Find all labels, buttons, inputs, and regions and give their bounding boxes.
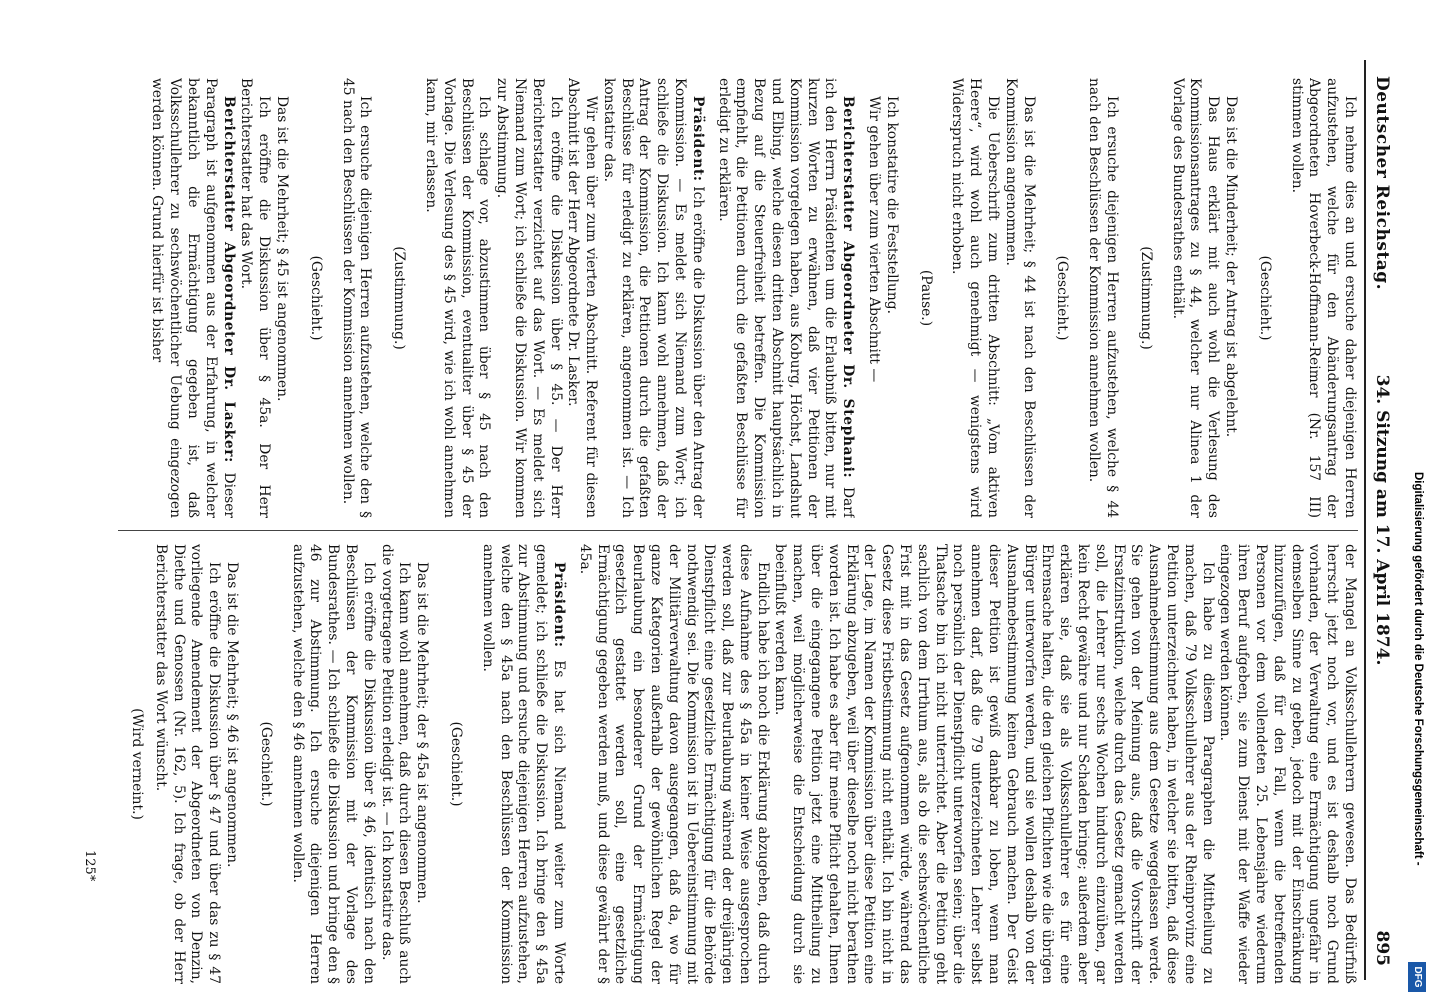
paragraph: Ich habe zu diesem Paragraphen die Mittheilung zu machen, daß 79 Volksschullehrer aus der Rheinprovinz eine Petition unterzeichnet haben, in welcher sie bitten, daß diese Ausnahmebestimmung aus dem Gesetze weggelassen werde. Sie gehen von der Meinung aus, daß die Vorschrift der Ersatzinstruktion, welche durch das Gesetz gemacht werden soll, die Lehrer nur sechs Wochen hindurch einzuüben, gar kein Recht gewähre und nur Schaden bringe; außerdem aber erklären sie, daß sie als Volksschullehrer es für eine Ehrensache halten, die den gleichen Pflichten wie die übrigen Bürger unterworfen werden, und sie wollen deshalb von der Ausnahmebestimmung keinen Gebrauch machen. Der Geist dieser Petition ist gewiß dankbar zu loben, wenn man annehmen darf, daß die 79 unterzeichneten Lehrer selbst noch persönlich der Dienstpflicht unterworfen seien; über die Thatsache bin ich nicht unterrichtet. Aber die Petition geht sachlich von dem Irrthum aus, als ob die sechswöchentliche Frist mit in das Gesetz aufgenommen würde, während das Gesetz diese Fristbestimmung nicht enthält. Ich bin nicht in der Lage, im Namen der Kommission über diese Petition eine Erklärung abzugeben, weil über dieselbe noch nicht berathen worden ist. Ich habe es aber für meine Pflicht gehalten, Ihnen über die eingegangene Petition jetzt eine Mittheilung zu machen, weil möglicherweise die Entscheidung durch sie beeinflußt werden kann.: [772, 544, 1216, 984]
page: [0, 20, 1432, 984]
paragraph: Ich eröffne die Diskussion über § 45. — Der Herr Berichterstatter verzichtet auf das Wort. — Es meldet sich Niemand zum Wort; ich schließe die Diskussion. Wir kommen zur Abstimmung.: [494, 78, 564, 518]
speech-paragraph: [599, 78, 706, 518]
paragraph: Das ist die Mehrheit; § 44 ist nach den Beschlüssen der Kommission angenommen.: [1002, 78, 1037, 518]
speech-text: Es hat sich Niemand weiter zum Worte gemeldet; ich schließe die Diskussion. Ich bringe den § 45a zur Abstimmung und ersuche diejenigen Herren aufzustehen, welche den § 45a nach den Beschlüssen der Kommission annehmen wollen.: [479, 544, 567, 984]
paragraph: Ich kann wohl annehmen, daß durch diesen Beschluß auch die vorgetragene Petition erledigt ist. — Ich konstatire das.: [378, 544, 413, 984]
speech-paragraph: [714, 78, 856, 518]
speech-paragraph: [148, 78, 237, 518]
stage-direction: (Zustimmung.): [1137, 246, 1154, 350]
right-column: [108, 544, 1358, 984]
signature-mark: 125*: [82, 850, 97, 882]
speech-text: Dieser Paragraph ist aufgenommen aus der Erfahrung, in welcher bekanntlich die Ermächtigung gegeben ist, daß Volksschullehrer zu sechswöchentlicher Uebung eingezogen werden können. Grund hierfür ist bisher: [149, 78, 237, 518]
paragraph: Ich konstatire die Feststellung.: [883, 96, 900, 314]
speaker-label: Berichterstatter Abgeordneter Dr. Lasker:: [220, 96, 237, 463]
stage-direction: (Geschieht.): [1256, 255, 1273, 341]
journal-title: Deutscher Reichstag.: [1372, 76, 1392, 291]
paragraph: Ich nehme dies an und ersuche daher diejenigen Herren aufzustehen, welche für den Abänderungsantrag der Abgeordneten Hoverbeck-Hoffmann-Reimer (Nr. 157 III) stimmen wollen.: [1288, 78, 1358, 518]
digitization-stamp: [1402, 2, 1430, 1002]
paragraph: Ich eröffne die Diskussion über § 46, identisch nach den Beschlüssen der Kommission mit der Vorlage des Bundesrathes. — Ich schließe die Diskussion und bringe den § 46 zur Abstimmung. Ich ersuche diejenigen Herren aufzustehen, welche den § 46 annehmen wollen.: [289, 544, 377, 984]
paragraph: Ich schlage vor, abzustimmen über § 45 nach den Beschlüssen der Kommission, eventualiter über § 45 der Vorlage. Die Verlesung des § 45 wird, wie ich wohl annehmen kann, mir erlassen.: [422, 78, 493, 518]
paragraph: Das ist die Mehrheit; § 45 ist angenommen.: [273, 96, 290, 402]
paragraph: Ich ersuche diejenigen Herren aufzustehen, welche § 44 nach den Beschlüssen der Kommission annehmen wollen.: [1086, 78, 1121, 518]
stage-direction: (Geschieht.): [257, 721, 274, 807]
speaker-label: Berichterstatter Abgeordneter Dr. Stephani:: [840, 96, 857, 479]
speaker-label: Präsident:: [689, 96, 706, 182]
stage-direction: (Wird verneint.): [129, 708, 145, 820]
paragraph: Das ist die Minderheit; der Antrag ist abgelehnt.: [1223, 96, 1240, 438]
stage-direction: (Geschieht.): [307, 255, 324, 341]
speech-text: Ich eröffne die Diskussion über den Antrag der Kommission. — Es meldet sich Niemand zum Wort; ich schließe die Diskussion. Ich kann wohl annehmen, daß der Antrag der Kommission, die Petitionen durch die gefaßten Beschlüsse für erledigt zu erklären, angenommen ist. — Ich konstatire das.: [600, 78, 706, 518]
paragraph: Ich eröffne die Diskussion über § 45a. Der Herr Berichterstatter hat das Wort.: [238, 78, 273, 518]
column-divider: [118, 530, 1358, 531]
speech-paragraph: [478, 544, 567, 984]
paragraph: der Mangel an Volksschullehrern gewesen. Das Bedürfniß herrscht jetzt noch vor, und es ist deshalb noch Grund vorhanden, der Verwaltung eine Ermächtigung ungefähr in demselben Sinne zu geben, jedoch mit der Einschränkung hinzuzufügen, daß für den Fall, wenn die betreffenden Personen vor dem vollendeten 25. Lebensjahre wiederum ihren Beruf aufgeben, sie zum Dienst mit der Waffe wieder eingezogen werden können.: [1217, 544, 1358, 984]
stage-direction: (Zustimmung.): [391, 246, 408, 350]
stage-direction: (Geschieht.): [1054, 255, 1071, 341]
speech-text: Darf ich den Herrn Präsidenten um die Erlaubniß bitten, nur mit kurzen Worten zu erwähnen, daß vier Petitionen der Kommission vorgelegen haben, aus Koburg, Höchst, Landshut und Elbing, welche diesen dritten Abschnitt hauptsächlich in Bezug auf die Steuerfreiheit betreffen. Die Kommission empfiehlt, die Petitionen durch die gefaßten Beschlüsse für erledigt zu erklären.: [715, 78, 857, 518]
paragraph: Wir gehen über zum vierten Abschnitt —: [866, 96, 883, 383]
paragraph: Ich eröffne die Diskussion über § 47 und über das zu § 47 vorliegende Amendement der Abgeordneten von Denzin, Diethe und Genossen (Nr. 162, 5). Ich frage, ob der Herr Berichterstatter das Wort wünscht.: [152, 544, 223, 984]
stage-direction: (Geschieht.): [447, 721, 464, 807]
paragraph: Das Haus erklärt mit auch wohl die Verlesung des Kommissionsantrages zu § 44, welcher nur Alinea 1 der Vorlage des Bundesrathes enthält.: [1169, 78, 1222, 518]
session-title: 34. Sitzung am 17. April 1874.: [1372, 374, 1392, 666]
left-column: [108, 78, 1358, 518]
paragraph: Ich ersuche diejenigen Herren aufzustehen, welche den § 45 nach den Beschlüssen der Kommission annehmen wollen.: [339, 78, 374, 518]
digitization-credit: Digitalisierung gefördert durch die Deutsche Forschungsgemeinschaft -: [1412, 472, 1424, 866]
paragraph: Das ist die Mehrheit; § 46 ist angenommen.: [223, 562, 240, 868]
speaker-label: Präsident:: [550, 562, 567, 648]
paragraph: Das ist die Mehrheit; der § 45a ist angenommen.: [414, 562, 431, 904]
paragraph: Die Ueberschrift zum dritten Abschnitt: „Vom aktiven Heere“, wird wohl auch genehmigt — wenigstens wird Widerspruch nicht erhoben.: [949, 78, 1002, 518]
stage-direction: (Pause.): [917, 269, 934, 327]
dfg-logo: DFG: [1408, 962, 1426, 992]
page-number: 895: [1372, 930, 1392, 966]
paragraph: Wir gehen über zum vierten Abschnitt. Referent für diesen Abschnitt ist der Herr Abgeordnete Dr. Lasker.: [565, 78, 600, 518]
paragraph: Endlich habe ich noch die Erklärung abzugeben, daß durch diese Aufnahme des § 45a in keiner Weise ausgesprochen werden soll, daß zur Beurlaubung während der dreijährigen Dienstpflicht eine gesetzliche Ermächtigung für die Behörde nothwendig sei. Die Kommission ist in Uebereinstimmung mit der Militärverwaltung davon ausgegangen, daß da, wo für ganze Kategorien außerhalb der gewöhnlichen Regel der Beurlaubung ein besonderer Grund der Ermächtigung gesetzlich gestattet werden soll, eine gesetzliche Ermächtigung gegeben werden muß, und diese gewährt der § 45a.: [576, 544, 771, 984]
